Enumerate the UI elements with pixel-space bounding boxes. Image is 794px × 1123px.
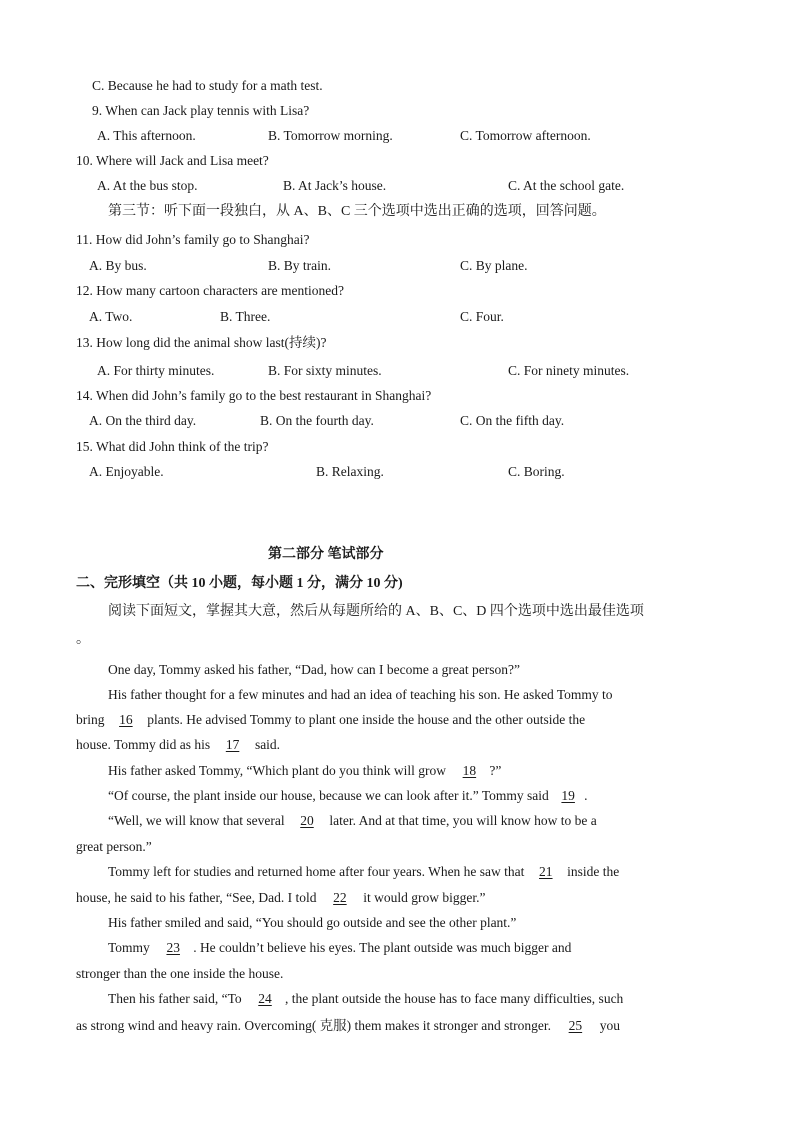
- question-15: 15. What did John think of the trip?: [76, 439, 269, 454]
- q8-option-c: C. Because he had to study for a math test.: [92, 78, 323, 93]
- q12-option-a: A. Two.: [89, 309, 133, 324]
- passage-paragraph-3: His father asked Tommy, “Which plant do you think will grow 18 ?”: [108, 763, 502, 778]
- passage-paragraph-2-line-3: house. Tommy did as his 17 said.: [76, 737, 281, 752]
- question-12: 12. How many cartoon characters are mentioned?: [76, 283, 345, 298]
- q9-option-b: B. Tomorrow morning.: [268, 128, 393, 143]
- question-10: 10. Where will Jack and Lisa meet?: [76, 153, 269, 168]
- blank-20: 20: [300, 813, 314, 828]
- q13-option-b: B. For sixty minutes.: [268, 363, 382, 378]
- passage-paragraph-2-line-2: bring 16 plants. He advised Tommy to plant one inside the house and the other outside the: [76, 712, 586, 727]
- question-11: 11. How did John’s family go to Shanghai?: [76, 232, 310, 247]
- blank-23: 23: [166, 940, 180, 955]
- passage-paragraph-5-line-2: great person.”: [76, 839, 152, 854]
- passage-paragraph-5-line-1: “Well, we will know that several 20 later. And at that time, you will know how to be a: [108, 813, 597, 828]
- q15-option-b: B. Relaxing.: [316, 464, 384, 479]
- q13-option-c: C. For ninety minutes.: [508, 363, 630, 378]
- cloze-instruction-line2: 。: [76, 632, 90, 647]
- passage-paragraph-8-line-2: stronger than the one inside the house.: [76, 966, 284, 981]
- blank-19: 19: [561, 788, 575, 803]
- question-13: 13. How long did the animal show last(持续)?: [76, 335, 327, 350]
- q9-option-a: A. This afternoon.: [97, 128, 196, 143]
- q14-option-b: B. On the fourth day.: [260, 413, 374, 428]
- blank-25: 25: [568, 1018, 583, 1033]
- cloze-instruction-line1: 阅读下面短文，掌握其大意，然后从每题所给的 A、B、C、D 四个选项中选出最佳选项: [108, 604, 644, 619]
- question-9: 9. When can Jack play tennis with Lisa?: [92, 103, 310, 118]
- q12-option-b: B. Three.: [220, 309, 271, 324]
- q12-option-c: C. Four.: [460, 309, 504, 324]
- blank-24: 24: [258, 991, 272, 1006]
- section-title: 二、完形填空（共 10 小题，每小题 1 分，满分 10 分): [76, 576, 403, 591]
- q10-option-c: C. At the school gate.: [508, 178, 625, 193]
- passage-paragraph-1: One day, Tommy asked his father, “Dad, how can I become a great person?”: [108, 662, 520, 677]
- passage-paragraph-6-line-1: Tommy left for studies and returned home after four years. When he saw that 21 inside the: [108, 864, 620, 879]
- blank-16: 16: [119, 712, 133, 727]
- part-title: 第二部分 笔试部分: [268, 547, 384, 562]
- q10-option-b: B. At Jack’s house.: [283, 178, 387, 193]
- blank-21: 21: [539, 864, 553, 879]
- passage-paragraph-2-line-1: His father thought for a few minutes and had an idea of teaching his son. He asked Tommy to: [108, 687, 613, 702]
- blank-18: 18: [462, 763, 477, 778]
- section3-instruction: 第三节：听下面一段独白，从 A、B、C 三个选项中选出正确的选项，回答问题。: [108, 204, 606, 219]
- passage-paragraph-6-line-2: house, he said to his father, “See, Dad. I told 22 it would grow bigger.”: [76, 890, 486, 905]
- q13-option-a: A. For thirty minutes.: [97, 363, 215, 378]
- question-14: 14. When did John’s family go to the best restaurant in Shanghai?: [76, 388, 432, 403]
- q14-option-a: A. On the third day.: [89, 413, 197, 428]
- blank-22: 22: [333, 890, 347, 905]
- q14-option-c: C. On the fifth day.: [460, 413, 565, 428]
- passage-paragraph-9-line-1: Then his father said, “To 24 , the plant outside the house has to face many difficulties, such: [108, 991, 624, 1006]
- q11-option-c: C. By plane.: [460, 258, 528, 273]
- q15-option-a: A. Enjoyable.: [89, 464, 164, 479]
- q11-option-b: B. By train.: [268, 258, 331, 273]
- blank-17: 17: [225, 737, 240, 752]
- passage-paragraph-9-line-2: as strong wind and heavy rain. Overcoming( 克服) them makes it stronger and stronger. 25 you: [76, 1018, 621, 1033]
- q9-option-c: C. Tomorrow afternoon.: [460, 128, 591, 143]
- q11-option-a: A. By bus.: [89, 258, 147, 273]
- passage-paragraph-4: “Of course, the plant inside our house, because we can look after it.” Tommy said 19 .: [108, 788, 588, 803]
- passage-paragraph-8-line-1: Tommy 23 . He couldn’t believe his eyes. The plant outside was much bigger and: [108, 940, 572, 955]
- passage-paragraph-7: His father smiled and said, “You should go outside and see the other plant.”: [108, 915, 517, 930]
- q10-option-a: A. At the bus stop.: [97, 178, 198, 193]
- q15-option-c: C. Boring.: [508, 464, 565, 479]
